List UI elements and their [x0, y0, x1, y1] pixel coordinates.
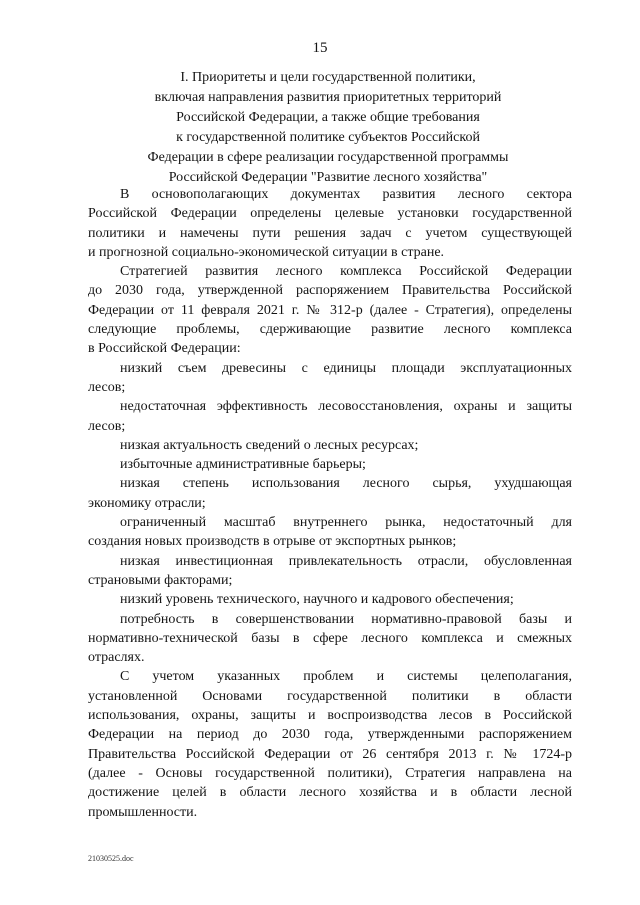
body-line: ограниченный масштаб внутреннего рынка, недостаточный для [120, 515, 572, 531]
heading-line: I. Приоритеты и цели государственной политики, [180, 70, 476, 85]
body-line: политики и намечены пути решения задач с учетом существующей [88, 225, 572, 241]
body-line: Федерации от 11 февраля 2021 г. № 312-р (далее - Стратегия), определены [88, 302, 572, 318]
body-line: в Российской Федерации: [88, 341, 241, 357]
body-line: Правительства Российской Федерации от 26 сентября 2013 г. № 1724-р [88, 746, 572, 762]
body-line: экономику отрасли; [88, 495, 206, 511]
body-line: следующие проблемы, сдерживающие развитие лесного комплекса [88, 322, 572, 338]
body-line: Российской Федерации определены целевые установки государственной [88, 206, 572, 222]
section-heading [88, 68, 568, 188]
body-line: достижение целей в области лесного хозяйства и в области лесной [88, 785, 572, 801]
body-line: создания новых производств в отрыве от экспортных рынков; [88, 534, 457, 550]
body-line: использования, охраны, защиты и воспроизводства лесов в Российской [88, 708, 572, 724]
body-line: низкая степень использования лесного сырья, ухудшающая [120, 476, 572, 492]
page-number: 15 [312, 40, 328, 56]
body-line: Стратегией развития лесного комплекса Российской Федерации [120, 264, 572, 280]
heading-line: Российской Федерации "Развитие лесного хозяйства" [168, 170, 488, 185]
heading-line: Российской Федерации, а также общие требования [176, 110, 480, 125]
body-line: лесов; [88, 379, 126, 395]
footer-filename: 21030525.doc [88, 854, 134, 863]
body-text [88, 185, 572, 822]
body-line: и прогнозной социально-экономической ситуации в стране. [88, 244, 445, 260]
body-line: низкая актуальность сведений о лесных ресурсах; [120, 437, 419, 453]
body-line: установленной Основами государственной политики в области [88, 688, 572, 704]
heading-line: включая направления развития приоритетных территорий [154, 90, 502, 105]
body-line: промышленности. [88, 804, 198, 820]
heading-line: Федерации в сфере реализации государственной программы [147, 150, 509, 165]
body-line: страновыми факторами; [88, 572, 233, 588]
body-line: до 2030 года, утвержденной распоряжением Правительства Российской [88, 283, 572, 299]
body-line: нормативно-технической базы в сфере лесного комплекса и смежных [88, 630, 572, 646]
body-line: В основополагающих документах развития лесного сектора [120, 187, 572, 202]
body-line: избыточные административные барьеры; [120, 457, 366, 473]
body-line: (далее - Основы государственной политики), Стратегия направлена на [88, 765, 572, 781]
body-line: отраслях. [88, 650, 145, 666]
body-line: Федерации на период до 2030 года, утвержденными распоряжением [88, 727, 572, 743]
body-line: лесов; [88, 418, 126, 434]
body-line: С учетом указанных проблем и системы целеполагания, [120, 669, 572, 685]
heading-line: к государственной политике субъектов Российской [176, 130, 480, 145]
body-line: низкая инвестиционная привлекательность отрасли, обусловленная [120, 553, 572, 569]
body-line: потребность в совершенствовании нормативно-правовой базы и [120, 611, 572, 627]
body-line: недостаточная эффективность лесовосстановления, охраны и защиты [120, 399, 572, 415]
body-line: низкий уровень технического, научного и кадрового обеспечения; [120, 592, 514, 608]
body-line: низкий съем древесины с единицы площади эксплуатационных [120, 360, 572, 376]
